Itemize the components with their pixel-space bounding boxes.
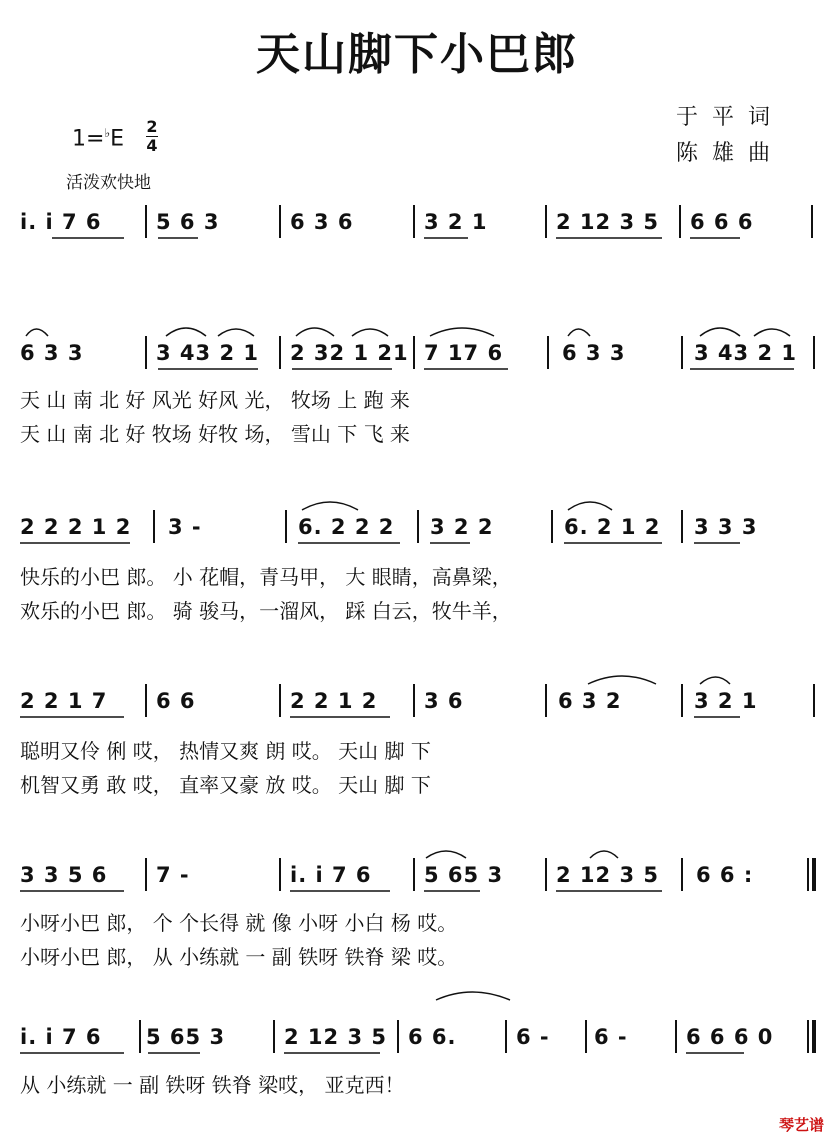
system-4-lyrics-verse-2: 机智又勇 敢 哎， 直率又豪 放 哎。 天山 脚 下	[20, 773, 431, 797]
system-5-measure-6: 6 6 :	[696, 863, 754, 887]
flat-sign: ♭	[104, 126, 111, 140]
system-2-measure-5: 6 3 3	[562, 341, 626, 365]
system-4-measure-6: 3 2 1	[694, 689, 758, 713]
system-1-measure-6: 6 6 6	[690, 210, 754, 234]
system-1-measure-3: 6 3 6	[290, 210, 354, 234]
system-3-measure-3: 6. 2 2 2	[298, 515, 395, 539]
site-logo: 琴艺谱	[778, 1116, 824, 1134]
system-2-measure-2: 3 43 2 1	[156, 341, 259, 365]
system-6-lyrics-verse-1: 从 小练就 一 副 铁呀 铁脊 梁哎， 亚克西！	[20, 1073, 405, 1097]
composer-credit: 陈雄曲	[676, 141, 785, 166]
slur	[568, 329, 590, 336]
slur	[296, 328, 334, 336]
key-letter: E	[110, 126, 125, 152]
system-3-measure-4: 3 2 2	[430, 515, 494, 539]
system-2-lyrics-verse-1: 天 山 南 北 好 风光 好风 光， 牧场 上 跑 来	[20, 388, 410, 412]
system-6-measure-7: 6 6 6 0	[686, 1025, 774, 1049]
system-2-lyrics-verse-2: 天 山 南 北 好 牧场 好牧 场， 雪山 下 飞 来	[20, 422, 410, 446]
system-3-measure-2: 3 -	[168, 515, 202, 539]
beams	[20, 238, 794, 1053]
system-5-measure-4: 5 65 3	[424, 863, 504, 887]
system-2-measure-4: 7 17 6	[424, 341, 504, 365]
system-1-measure-4: 3 2 1	[424, 210, 488, 234]
tempo-marking: 活泼欢快地	[66, 173, 151, 193]
system-4-measure-3: 2 2 1 2	[290, 689, 378, 713]
slur	[352, 329, 388, 336]
system-4-lyrics-verse-1: 聪明又伶 俐 哎， 热情又爽 朗 哎。 天山 脚 下	[20, 739, 431, 763]
system-4-measure-2: 6 6	[156, 689, 196, 713]
system-5-measure-3: i. i 7 6	[290, 863, 372, 887]
system-6-measure-1: i. i 7 6	[20, 1025, 102, 1049]
slur	[436, 992, 510, 1000]
system-6-measure-6: 6 -	[594, 1025, 628, 1049]
system-1-measure-2: 5 6 3	[156, 210, 220, 234]
lyricist-credit: 于平词	[676, 105, 785, 130]
system-4-measure-5: 6 3 2	[558, 689, 622, 713]
system-5-lyrics-verse-1: 小呀小巴 郎， 个 个长得 就 像 小呀 小白 杨 哎。	[20, 911, 458, 935]
system-5-lyrics-verse-2: 小呀小巴 郎， 从 小练就 一 副 铁呀 铁脊 梁 哎。	[20, 945, 458, 969]
system-4-measure-4: 3 6	[424, 689, 464, 713]
slur	[754, 329, 790, 336]
slur	[218, 329, 254, 336]
system-6-measure-5: 6 -	[516, 1025, 550, 1049]
slur	[166, 328, 206, 336]
barlines	[140, 205, 814, 1053]
system-5-measure-2: 7 -	[156, 863, 190, 887]
system-1-measure-1: i. i 7 6	[20, 210, 102, 234]
system-1-measure-5: 2 12 3 5	[556, 210, 659, 234]
system-6-measure-4: 6 6.	[408, 1025, 457, 1049]
key-prefix: 1=	[72, 126, 105, 152]
system-4-measure-1: 2 2 1 7	[20, 689, 108, 713]
system-3-measure-5: 6. 2 1 2	[564, 515, 661, 539]
system-2-measure-6: 3 43 2 1	[694, 341, 797, 365]
slur	[568, 502, 612, 510]
system-2-measure-3: 2 32 1 21	[290, 341, 409, 365]
slurs	[26, 328, 790, 1000]
slur	[302, 502, 358, 510]
slur	[590, 851, 618, 858]
slur	[588, 676, 656, 684]
time-signature-top: 2	[146, 117, 158, 136]
system-5-measure-1: 3 3 5 6	[20, 863, 108, 887]
system-5-measure-5: 2 12 3 5	[556, 863, 659, 887]
slur	[430, 328, 494, 336]
system-6-measure-2: 5 65 3	[146, 1025, 226, 1049]
system-3-lyrics-verse-2: 欢乐的小巴 郎。 骑 骏马，一溜风， 踩 白云，牧牛羊，	[20, 599, 512, 623]
slur	[26, 329, 48, 336]
system-3-measure-1: 2 2 2 1 2	[20, 515, 132, 539]
slur	[700, 328, 740, 336]
system-3-lyrics-verse-1: 快乐的小巴 郎。 小 花帽，青马甲， 大 眼睛，高鼻梁，	[20, 565, 512, 589]
song-title: 天山脚下小巴郎	[256, 29, 578, 80]
slur	[700, 677, 730, 684]
system-2-measure-1: 6 3 3	[20, 341, 84, 365]
slur	[426, 851, 466, 858]
time-signature-bottom: 4	[146, 136, 158, 155]
system-6-measure-3: 2 12 3 5	[284, 1025, 387, 1049]
system-3-measure-6: 3 3 3	[694, 515, 758, 539]
